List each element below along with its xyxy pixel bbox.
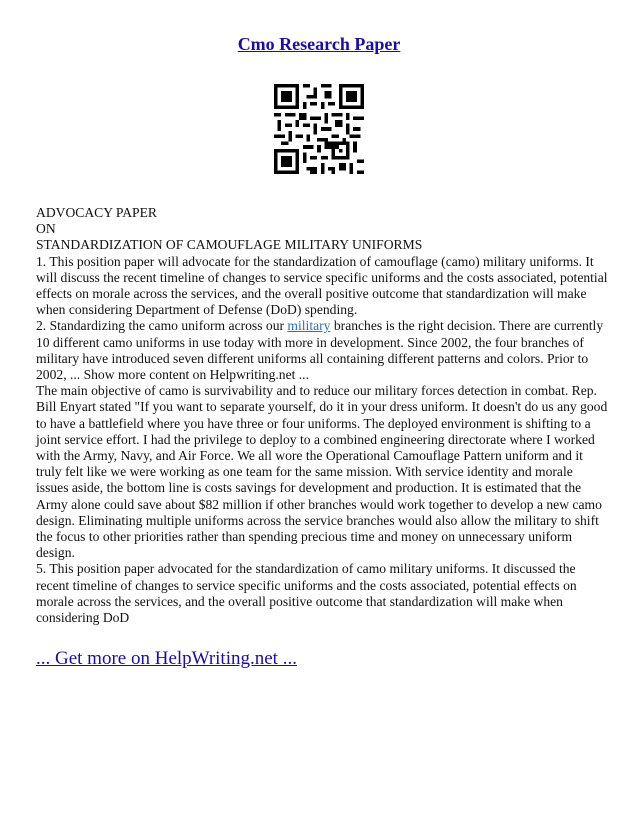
heading-line: ADVOCACY PAPER xyxy=(36,205,157,220)
document-body xyxy=(36,205,608,626)
paragraph-text: 2. Standardizing the camo uniform across our xyxy=(36,318,288,334)
paragraph: The main objective of camo is survivability and to reduce our military forces detection in combat. Rep. Bill Enyart stated "If you want to separate yourself, do it in your dress uniform. It doesn't do us any good to have a battlefield where you have three or four uniforms. The deployed environment is shifting to a joint service effort. I had the privilege to deploy to a combined engineering directorate where I worked with the Army, Navy, and Air Force. We all wore the Operational Camouflage Pattern uniform and it truly felt like we were working as one team for the same mission. With service identity and morale issues aside, the bottom line is costs savings for development and production. It is estimated that the Army alone could save about $82 million if other branches would work together to develop a new camo design. Eliminating multiple uniforms across the service branches would also allow the military to shift the focus to other priorities rather than spending precious time and money on unnecessary uniform design. xyxy=(36,383,608,561)
paragraph: 5. This position paper advocated for the standardization of camo military uniforms. It discussed the recent timeline of changes to service specific uniforms and the costs associated, potential effects on morale across the services, and the overall positive outcome that standardization will make when considering DoD xyxy=(36,561,577,626)
paragraph: 1. This position paper will advocate for the standardization of camouflage (camo) military uniforms. It will discuss the recent timeline of changes to service specific uniforms and the costs associated, potential effects on morale across the services, and the overall positive outcome that standardization will make when considering Department of Defense (DoD) spending. xyxy=(36,253,608,318)
paragraph xyxy=(36,318,608,383)
military-link[interactable]: military xyxy=(287,318,331,334)
get-more-link[interactable]: ... Get more on HelpWriting.net ... xyxy=(36,648,297,669)
heading-line: STANDARDIZATION OF CAMOUFLAGE MILITARY UNIFORMS xyxy=(36,237,423,253)
paragraph-text: branches is the right decision. There are currently 10 different camo uniforms in use today with more in development. Since 2002, the four branches of military have introduced seven different uniforms all containing different patterns and colors. Prior to 2002, ... Show more content on Helpwriting.net ... xyxy=(36,318,604,383)
page-title-link[interactable]: Cmo Research Paper xyxy=(237,34,401,54)
heading-line: ON xyxy=(36,221,56,237)
qr-code xyxy=(274,84,364,174)
